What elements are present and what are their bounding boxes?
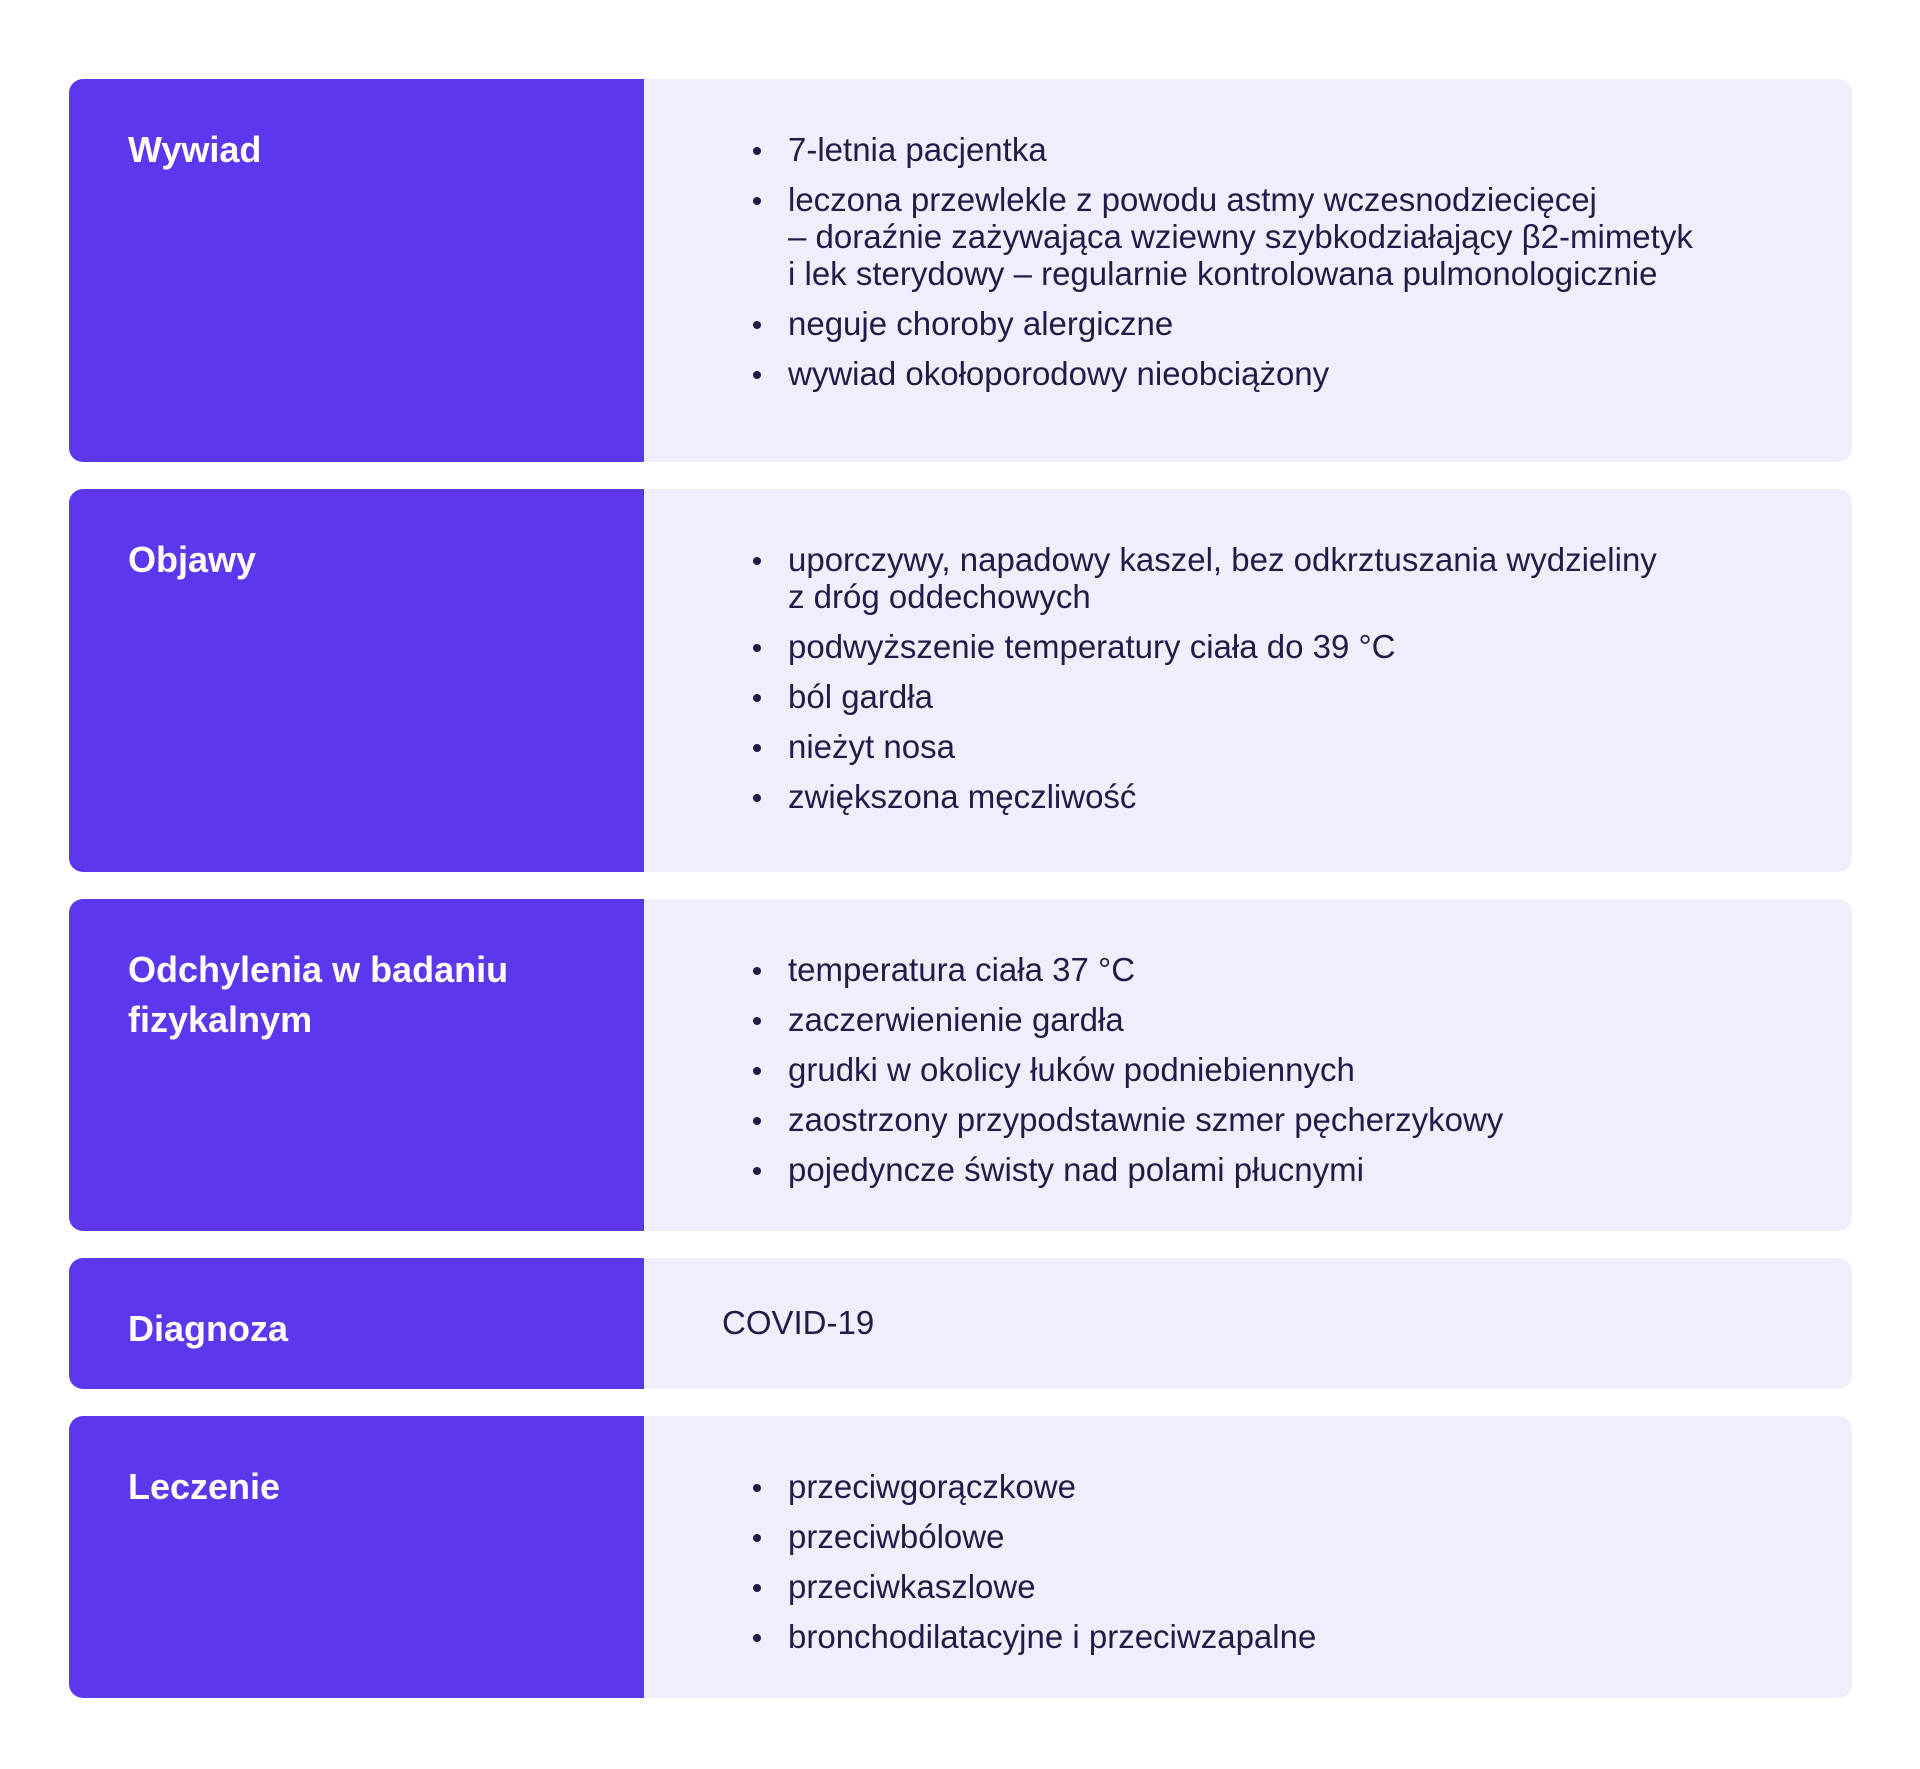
bullet-list [753,535,1812,822]
bullet-icon [753,371,761,379]
item-text: bronchodilatacyjne i przeciwzapalne [788,1618,1317,1655]
bullet-icon [753,1167,761,1175]
list-item [753,125,1812,175]
row-wywiad [69,79,1852,462]
row-content [644,1416,1852,1698]
list-item [753,722,1812,772]
item-text: zaczerwienienie gardła [788,1001,1124,1038]
item-text: – doraźnie zażywająca wziewny szybkodziałający β2-mimetyk [788,218,1693,255]
list-item [753,672,1812,722]
item-text: nieżyt nosa [788,728,955,765]
item-text: z dróg oddechowych [788,578,1091,615]
list-item [753,349,1812,399]
item-text: pojedyncze świsty nad polami płucnymi [788,1151,1364,1188]
item-text: podwyższenie temperatury ciała do 39 °C [788,628,1396,665]
bullet-icon [753,1484,761,1492]
list-item [753,945,1812,995]
list-item [753,299,1812,349]
list-item [753,535,1812,622]
item-text: i lek sterydowy – regularnie kontrolowana pulmonologicznie [788,255,1658,292]
bullet-icon [753,694,761,702]
row-leczenie [69,1416,1852,1698]
row-content [644,899,1852,1231]
list-item [753,1095,1812,1145]
row-content [644,1258,1852,1389]
bullet-icon [753,1634,761,1642]
bullet-icon [753,1017,761,1025]
bullet-icon [753,794,761,802]
list-item [753,1512,1812,1562]
list-item [753,1145,1812,1195]
item-text: uporczywy, napadowy kaszel, bez odkrztuszania wydzieliny [788,541,1657,578]
bullet-list [753,1462,1812,1662]
bullet-list [753,125,1812,399]
item-text: zaostrzony przypodstawnie szmer pęcherzykowy [788,1101,1504,1138]
item-text: ból gardła [788,678,933,715]
row-header: Objawy [69,489,644,872]
row-header: Odchylenia w badaniu fizykalnym [69,899,644,1231]
item-text: zwiększona męczliwość [788,778,1137,815]
diagnosis-text: COVID-19 [722,1304,875,1341]
row-diagnoza [69,1258,1852,1389]
row-content [644,79,1852,462]
item-text: leczona przewlekle z powodu astmy wczesnodziecięcej [788,181,1597,218]
item-text: wywiad okołoporodowy nieobciążony [788,355,1330,392]
list-item [753,1045,1812,1095]
bullet-icon [753,644,761,652]
bullet-icon [753,1117,761,1125]
row-content [644,489,1852,872]
row-objawy [69,489,1852,872]
item-text: grudki w okolicy łuków podniebiennych [788,1051,1355,1088]
list-item [753,1562,1812,1612]
item-text: przeciwkaszlowe [788,1568,1036,1605]
row-header: Leczenie [69,1416,644,1698]
row-header: Diagnoza [69,1258,644,1389]
bullet-icon [753,967,761,975]
list-item [753,995,1812,1045]
case-summary-table [69,79,1852,1725]
item-text: temperatura ciała 37 °C [788,951,1136,988]
list-item [753,1612,1812,1662]
list-item [753,1462,1812,1512]
bullet-icon [753,1067,761,1075]
item-text: 7-letnia pacjentka [788,131,1047,168]
list-item [753,772,1812,822]
bullet-icon [753,744,761,752]
bullet-icon [753,147,761,155]
item-text: przeciwbólowe [788,1518,1005,1555]
item-text: neguje choroby alergiczne [788,305,1174,342]
item-text: przeciwgorączkowe [788,1468,1076,1505]
bullet-icon [753,197,761,205]
list-item [753,622,1812,672]
row-odchylenia [69,899,1852,1231]
bullet-icon [753,1584,761,1592]
list-item [753,175,1812,299]
bullet-icon [753,1534,761,1542]
bullet-icon [753,557,761,565]
bullet-icon [753,321,761,329]
bullet-list [753,945,1812,1195]
row-header: Wywiad [69,79,644,462]
